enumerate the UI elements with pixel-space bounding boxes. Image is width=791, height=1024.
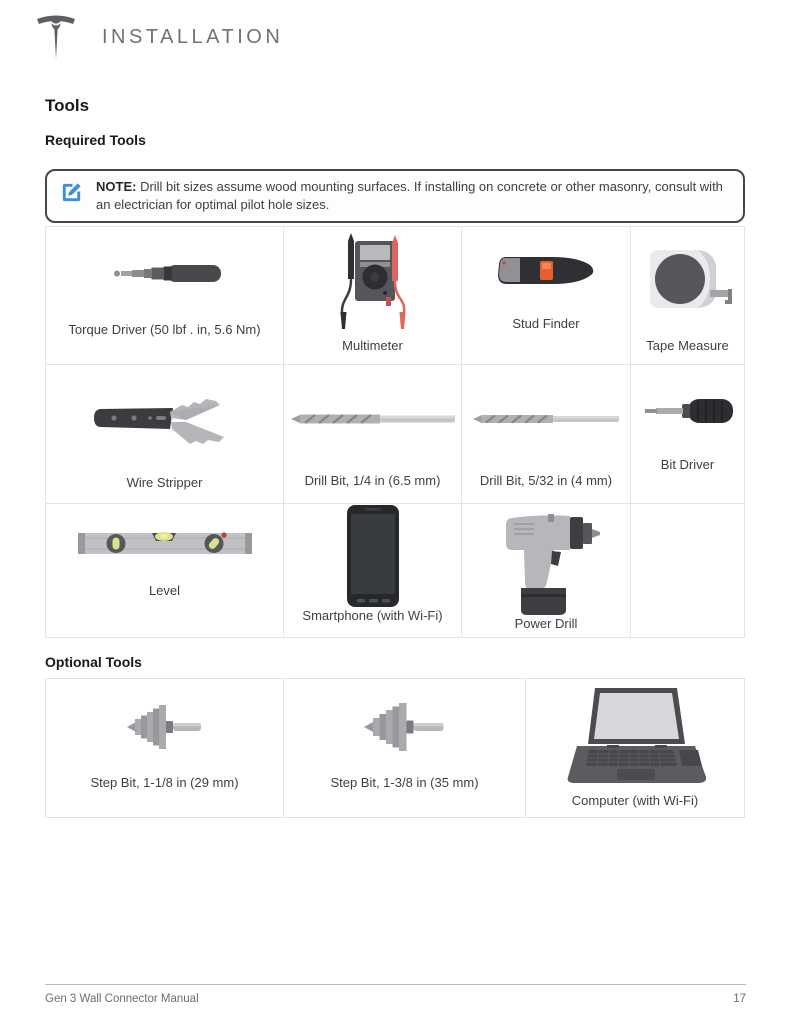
tool-cell-tape-measure xyxy=(631,227,744,365)
note-body: Drill bit sizes assume wood mounting surfaces. If installing on concrete or other masonry, consult with an electrician for optimal pilot hole sizes. xyxy=(96,179,723,213)
section-title: INSTALLATION xyxy=(102,25,284,48)
footer-page-number: 17 xyxy=(733,993,746,1005)
tool-cell-wire-stripper xyxy=(46,365,284,504)
tool-label: Multimeter xyxy=(342,337,403,353)
level-icon xyxy=(46,504,283,583)
required-tools-grid xyxy=(45,226,745,638)
stud-finder-icon xyxy=(462,227,630,316)
required-tools-heading: Required Tools xyxy=(45,132,146,148)
torque-driver-icon xyxy=(46,227,283,322)
tool-cell-step-bit-small xyxy=(46,679,284,817)
wire-stripper-icon xyxy=(46,365,283,475)
tool-label: Wire Stripper xyxy=(126,474,203,490)
tool-cell-stud-finder xyxy=(462,227,631,365)
tool-label: Level xyxy=(148,582,181,598)
tape-measure-icon xyxy=(631,227,744,338)
tool-cell-bit-driver xyxy=(631,365,744,504)
page-title: Tools xyxy=(45,96,90,115)
tool-label: Smartphone (with Wi-Fi) xyxy=(302,607,443,623)
tool-label: Torque Driver (50 lbf . in, 5.6 Nm) xyxy=(68,321,261,337)
tool-cell-level xyxy=(46,504,284,637)
power-drill-icon xyxy=(462,504,630,616)
tool-cell-power-drill xyxy=(462,504,631,637)
tesla-logo-icon xyxy=(36,13,76,61)
multimeter-icon xyxy=(284,227,461,338)
laptop-icon xyxy=(526,679,744,793)
tool-label: Step Bit, 1-3/8 in (35 mm) xyxy=(330,774,479,790)
note-box xyxy=(45,169,745,223)
optional-tools-grid xyxy=(45,678,745,818)
tool-label: Step Bit, 1-1/8 in (29 mm) xyxy=(90,774,239,790)
smartphone-icon xyxy=(284,504,461,608)
note-text xyxy=(96,176,729,215)
page-header xyxy=(0,0,791,62)
tool-cell-torque-driver xyxy=(46,227,284,365)
tool-cell-drill-bit-quarter xyxy=(284,365,462,504)
tool-cell-empty xyxy=(631,504,744,637)
tool-label: Drill Bit, 1/4 in (6.5 mm) xyxy=(304,472,441,488)
tool-label: Stud Finder xyxy=(512,315,580,331)
tool-cell-drill-bit-small xyxy=(462,365,631,504)
tool-cell-computer xyxy=(526,679,744,817)
tool-cell-smartphone xyxy=(284,504,462,637)
page-footer xyxy=(45,984,746,1005)
note-label: NOTE: xyxy=(96,179,137,194)
step-bit-icon xyxy=(284,679,525,775)
optional-tools-heading: Optional Tools xyxy=(45,653,142,670)
tool-label: Power Drill xyxy=(514,615,578,631)
drill-bit-icon xyxy=(462,365,630,473)
bit-driver-icon xyxy=(631,365,744,457)
drill-bit-icon xyxy=(284,365,461,473)
page-content xyxy=(45,96,745,818)
tool-label: Computer (with Wi-Fi) xyxy=(571,792,699,808)
tool-label: Tape Measure xyxy=(646,337,729,353)
edit-note-icon xyxy=(58,179,85,206)
step-bit-icon xyxy=(46,679,283,775)
tool-label: Bit Driver xyxy=(660,456,715,472)
tool-cell-multimeter xyxy=(284,227,462,365)
tool-cell-step-bit-large xyxy=(284,679,526,817)
footer-document-title: Gen 3 Wall Connector Manual xyxy=(45,993,199,1005)
tool-label: Drill Bit, 5/32 in (4 mm) xyxy=(479,472,613,488)
